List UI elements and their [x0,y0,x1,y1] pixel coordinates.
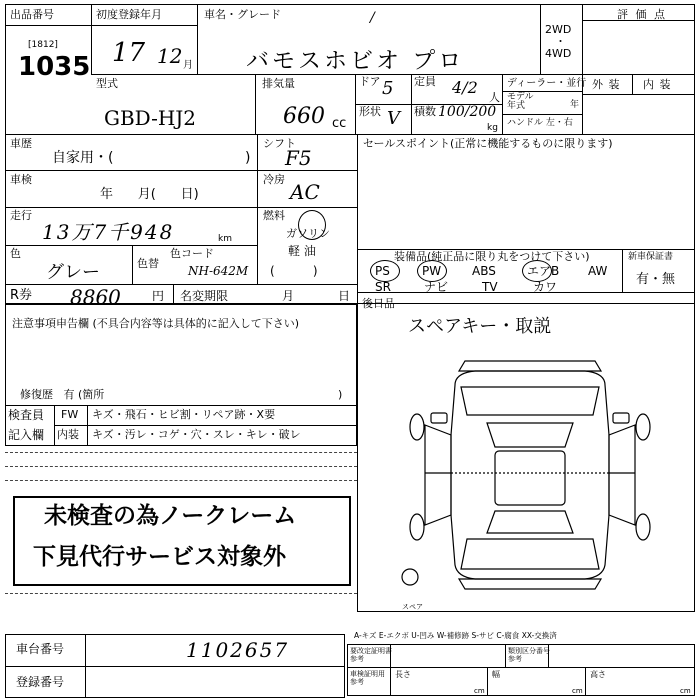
rear-bumper [459,579,601,589]
recycle-unit: 円 [152,289,165,303]
notes-label: 注意事項申告欄 (不具合内容等は具体的に記入して下さい) [12,317,300,330]
equipment-item-r2-3: カワ [533,280,558,294]
reg-no-label: 登録番号 [16,675,65,689]
first-reg-label: 初度登録年月 [96,8,162,21]
cert-doc-label: 車検証明用 参考 [350,670,385,686]
wheel-rr [636,514,650,540]
right-side [609,425,635,525]
color-code-label: 色コード [170,247,214,260]
auction-code: [1812] [28,40,58,50]
mileage-label: 走行 [10,209,32,222]
width-label: 幅 [492,670,500,679]
equipment-item-r1-2: ABS [472,264,496,278]
notice-line2: 下見代行サービス対象外 [33,544,286,570]
color-label: 色 [10,247,21,260]
shape-value: V [387,108,400,129]
spare-tire [402,569,418,585]
left-side [425,425,451,525]
length-label: 長さ [395,670,411,679]
color-code-value: NH-642M [188,264,249,278]
name-grade-label: 車名・グレード [204,8,281,21]
wheel-fr [636,414,650,440]
equipment-circle-PS [370,260,400,282]
height-label: 高さ [590,670,606,679]
equipment-circle-エア [522,260,552,282]
load-unit: kg [487,123,498,133]
load-value: 100/200 [438,104,497,120]
cert-label: 要改定証明書 参考 [350,647,392,663]
first-reg-month: 12 [157,44,183,68]
additional-value: スペアキー・取説 [408,316,552,337]
color-change-label: 色替 [137,257,159,270]
chassis-value: 1102657 [186,638,290,662]
exhibit-number: 1035 [18,52,91,82]
roof [495,451,565,505]
shift-value: F5 [285,146,312,170]
history-close: ) [245,150,251,166]
equipment-item-r2-0: SR [375,280,391,294]
height-unit: cm [680,687,691,695]
new-warranty-label: 新車保証書 [628,252,674,262]
load-label: 積数 [414,105,436,118]
interior-check-label: 内装 [57,428,79,441]
recycle-value: 8860 [70,285,121,309]
capacity-value: 4/2 [452,78,478,97]
recycle-label: R券 [10,288,33,303]
entry-label: 記入欄 [8,428,45,442]
first-reg-month-unit: 月 [183,60,193,71]
repair-close: ) [338,388,343,401]
model-year-label: モデル 年式 [507,92,534,111]
displacement-unit: cc [332,116,347,131]
equipment-item-r1-3: エアB [527,264,560,278]
name-grade-value: バモスホビオ プロ [246,48,465,74]
doors-label: ドア [359,75,381,88]
new-warranty-value: 有・無 [636,272,676,287]
name-grade-mark: / [370,10,375,26]
mileage-unit: km [218,234,232,244]
repair-label: 修復歴 有 (箇所 [20,388,105,401]
front-panel [461,387,599,415]
equipment-label: 装備品(純正品に限り丸をつけて下さい) [394,250,590,263]
capacity-unit: 人 [489,91,500,104]
rear-window [487,511,573,533]
fuel-diesel: 軽 油 [288,244,316,258]
equipment-item-r1-0: PS [375,264,390,278]
tailgate [461,539,599,569]
sales-point-label: セールスポイント(正常に機能するものに限ります) [363,137,613,150]
fw-label: FW [61,408,79,421]
length-unit: cm [474,687,485,695]
notice-line1: 未検査の為ノークレーム [44,503,297,529]
displacement-label: 排気量 [262,77,295,90]
shape-label: 形状 [359,105,381,118]
interior-check-text: キズ・汚レ・コゲ・穴・スレ・キレ・破レ [92,428,301,441]
body-outline [451,371,609,579]
shift-label: シフト [263,137,296,150]
model-label: 型式 [96,77,118,90]
car-damage-diagram [395,355,665,595]
right-mirror [613,413,629,423]
chassis-label: 車台番号 [16,642,65,656]
equipment-item-r2-2: TV [482,280,498,294]
handle-label: ハンドル 左・右 [507,118,573,128]
history-label: 車歴 [10,137,32,150]
interior-label: 内 装 [643,78,672,91]
ac-label: 冷房 [263,173,285,186]
additional-label: 後日品 [362,297,395,310]
drive-dot: ・ [555,35,566,48]
width-unit: cm [572,687,583,695]
capacity-label: 定員 [414,75,436,88]
damage-codes-legend: A-キズ E-エクボ U-凹み W-補修跡 S-サビ C-腐食 XX-交換済 [354,631,557,640]
cert-class-label: 類別区分番号 参考 [508,647,550,663]
equipment-circle-PW [417,260,447,282]
inspection-date: 年 月( 日) [100,187,199,202]
equipment-item-r2-1: ナビ [424,280,449,294]
left-mirror [431,413,447,423]
ac-value: AC [290,180,320,204]
doors-value: 5 [382,78,394,99]
fuel-gas: ガソリン [286,227,330,240]
wheel-fl [410,414,424,440]
displacement-value: 660 [283,104,325,129]
model-value: GBD-HJ2 [104,106,197,130]
exterior-label: 外 装 [592,78,621,91]
fuel-label: 燃料 [263,209,285,222]
drive-2wd: 2WD [545,23,572,36]
dealer-label: ディーラー・並行 [507,78,587,89]
fuel-paren: ( ) [270,264,318,278]
name-change-day: 日 [338,289,351,303]
windshield [487,423,573,447]
exhibit-no-label: 出品番号 [10,8,54,21]
wheel-rl [410,514,424,540]
equipment-item-r1-4: AW [588,264,608,278]
first-reg-year: 17 [112,38,146,68]
color-value: グレー [46,262,100,283]
drive-4wd: 4WD [545,47,572,60]
inspector-label: 検査員 [8,408,45,422]
history-value: 自家用・( [52,150,114,166]
spare-label: スペア [402,603,423,611]
rating-label: 評 価 点 [617,8,667,21]
equipment-item-r1-1: PW [422,264,442,278]
inspection-label: 車検 [10,173,32,186]
fw-text: キズ・飛石・ヒビ割・リペア跡・X要 [92,408,276,421]
name-change-label: 名変期限 [180,289,229,303]
front-bumper [459,361,601,371]
model-year-unit: 年 [570,100,580,110]
mileage-value: 13万7千948 [42,220,175,244]
name-change-month: 月 [282,289,295,303]
